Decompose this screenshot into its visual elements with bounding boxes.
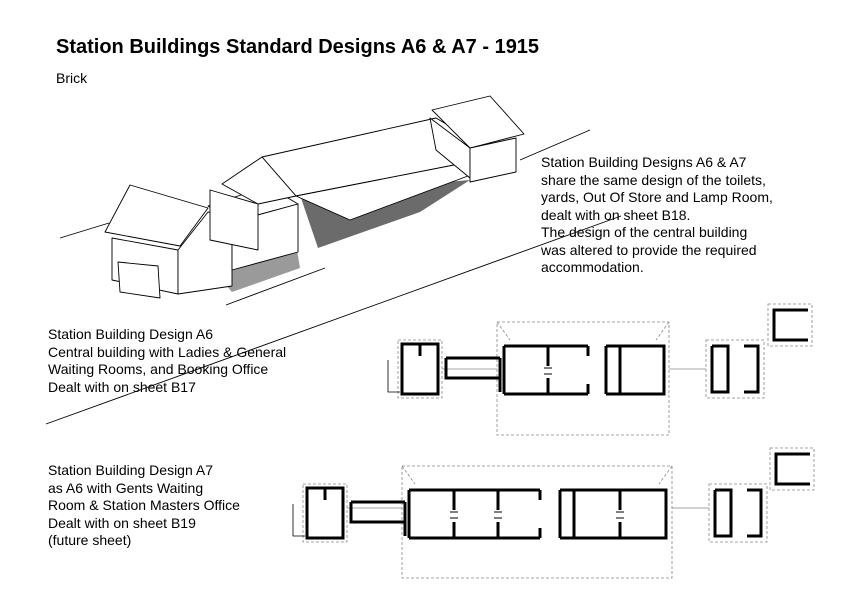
plan-a7-wall (307, 488, 343, 538)
plan-a7-wall (715, 490, 761, 536)
plan-a7-outline (770, 448, 814, 490)
platform-front-line (226, 268, 325, 305)
plan-a6-wall (504, 346, 588, 394)
description-line: Station Building Designs A6 & A7 (541, 154, 747, 170)
design-a7-line: Dealt with on sheet B19 (48, 514, 196, 531)
lamp-room-roof (208, 186, 298, 222)
platform-back-line (60, 223, 109, 238)
design-a6-line: Dealt with on sheet B17 (48, 378, 196, 395)
page-title: Station Buildings Standard Designs A6 & A7 - 1915 (56, 36, 540, 58)
plan-a6-ramp (388, 360, 400, 392)
plan-a6-outline (497, 322, 669, 435)
left-building-roof (105, 185, 208, 246)
right-building-roof (432, 96, 524, 148)
plan-a7-door (450, 512, 624, 518)
plan-a6-door (544, 368, 552, 374)
plan-a6-wall (774, 310, 808, 340)
design-a7-line: Station Building Design A7 (48, 462, 213, 478)
plan-a7-ramp (293, 504, 305, 536)
plan-a6-wall (712, 346, 758, 392)
lamp-room-wall (232, 204, 298, 270)
plan-a7-wall (409, 490, 540, 538)
design-a6-line: Waiting Rooms, and Booking Office (48, 361, 269, 377)
description-text (541, 154, 773, 277)
central-roof (262, 118, 500, 196)
material-subtitle: Brick (56, 70, 88, 86)
plan-a7-wall (776, 454, 810, 484)
plan-a7-wall (560, 490, 666, 538)
description-line: accommodation. (541, 259, 644, 275)
design-a6-text (48, 326, 286, 396)
central-canopy (296, 156, 500, 220)
left-building-gable (112, 238, 178, 294)
design-a6-line: Station Building Design A6 (48, 326, 213, 342)
plan-a7 (293, 448, 814, 578)
plan-a6-wall (402, 344, 438, 394)
central-gable (222, 157, 296, 204)
canopy-shadow (300, 180, 470, 248)
description-line: yards, Out Of Store and Lamp Room, (541, 189, 773, 205)
left-yard-wall (118, 262, 160, 298)
design-a7-text (48, 462, 240, 550)
description-line: was altered to provide the required (541, 241, 757, 258)
plan-a6-outline (706, 340, 764, 398)
plan-a7-wall (351, 502, 405, 536)
design-a7-line: (future sheet) (48, 532, 132, 548)
description-line: dealt with on sheet B18. (541, 206, 691, 223)
description-line: The design of the central building (541, 224, 748, 240)
plan-a7-outline (402, 466, 672, 578)
left-building-side (178, 212, 232, 294)
central-wall (210, 190, 258, 250)
plan-a6-wall (446, 358, 500, 392)
plan-a7-outline (303, 484, 347, 542)
plan-a6-canopy-diagonal (497, 322, 669, 340)
design-a7-line: Room & Station Masters Office (48, 497, 240, 513)
plan-a6-outline (398, 340, 442, 398)
plan-a7-outline (709, 484, 767, 542)
building-shadow (206, 244, 300, 292)
right-building-wall (470, 138, 516, 182)
design-a7-line: as A6 with Gents Waiting (48, 479, 204, 496)
plan-a6-outline (768, 304, 812, 346)
plan-a6 (388, 304, 812, 435)
plan-a6-wall (606, 346, 664, 394)
right-building-gable (430, 118, 470, 178)
description-line: share the same design of the toilets, (541, 171, 766, 188)
design-a6-line: Central building with Ladies & General (48, 343, 287, 360)
plan-a7-canopy-diagonal (402, 466, 672, 484)
